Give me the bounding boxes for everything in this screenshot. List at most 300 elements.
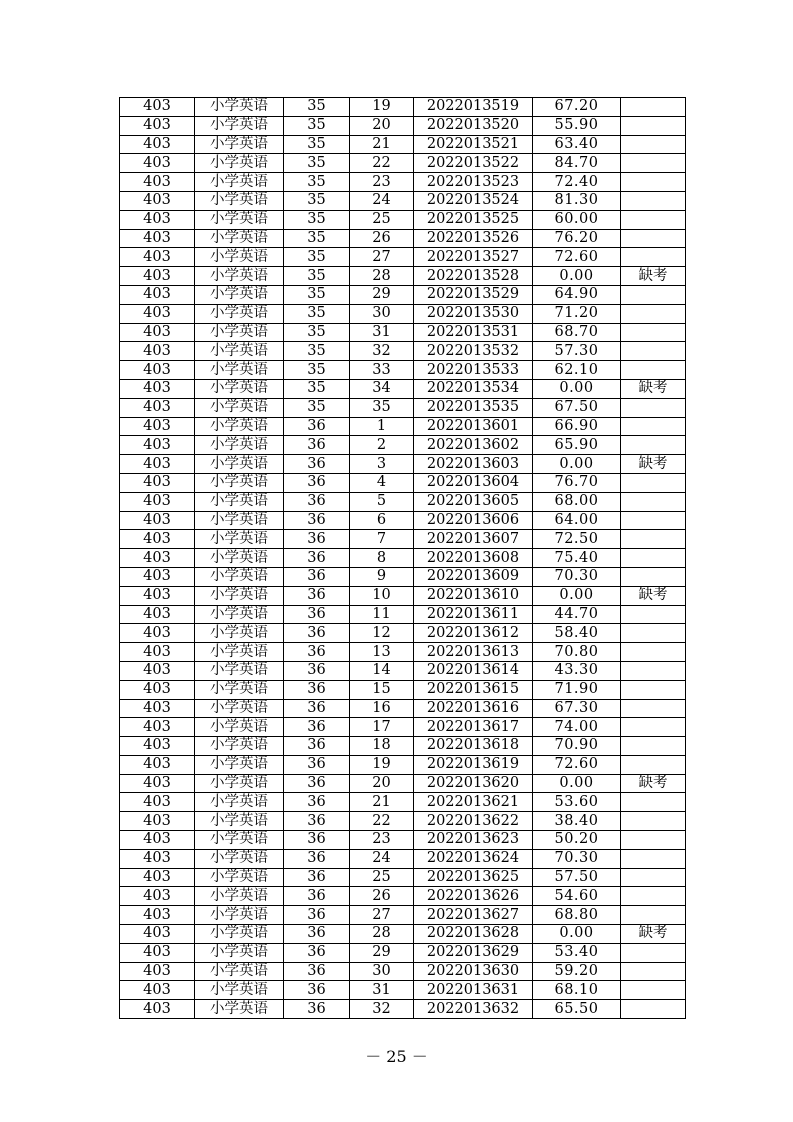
cell-exam-id: 2022013520 [414, 116, 533, 135]
cell-remark [621, 285, 686, 304]
cell-subject: 小学英语 [195, 962, 284, 981]
cell-subject: 小学英语 [195, 643, 284, 662]
cell-subject: 小学英语 [195, 981, 284, 1000]
cell-room: 36 [284, 755, 350, 774]
cell-exam-id: 2022013612 [414, 624, 533, 643]
cell-subject: 小学英语 [195, 267, 284, 286]
cell-group-code: 403 [120, 417, 195, 436]
cell-exam-id: 2022013615 [414, 680, 533, 699]
cell-remark [621, 473, 686, 492]
cell-group-code: 403 [120, 530, 195, 549]
cell-group-code: 403 [120, 718, 195, 737]
cell-remark: 缺考 [621, 379, 686, 398]
cell-seat: 20 [350, 774, 414, 793]
cell-score: 65.50 [533, 1000, 621, 1019]
cell-subject: 小学英语 [195, 661, 284, 680]
cell-subject: 小学英语 [195, 379, 284, 398]
cell-subject: 小学英语 [195, 605, 284, 624]
cell-score: 44.70 [533, 605, 621, 624]
table-row [120, 699, 686, 718]
cell-subject: 小学英语 [195, 680, 284, 699]
cell-exam-id: 2022013523 [414, 173, 533, 192]
cell-room: 36 [284, 925, 350, 944]
cell-room: 35 [284, 379, 350, 398]
cell-seat: 3 [350, 455, 414, 474]
cell-score: 64.00 [533, 511, 621, 530]
cell-room: 36 [284, 455, 350, 474]
cell-group-code: 403 [120, 379, 195, 398]
cell-subject: 小学英语 [195, 210, 284, 229]
cell-seat: 27 [350, 248, 414, 267]
cell-room: 36 [284, 737, 350, 756]
cell-score: 57.30 [533, 342, 621, 361]
cell-seat: 16 [350, 699, 414, 718]
cell-exam-id: 2022013622 [414, 812, 533, 831]
table-row [120, 793, 686, 812]
cell-score: 68.70 [533, 323, 621, 342]
cell-subject: 小学英语 [195, 812, 284, 831]
cell-subject: 小学英语 [195, 567, 284, 586]
table-row [120, 586, 686, 605]
cell-subject: 小学英语 [195, 699, 284, 718]
cell-room: 36 [284, 661, 350, 680]
cell-remark [621, 699, 686, 718]
cell-room: 35 [284, 229, 350, 248]
cell-exam-id: 2022013519 [414, 98, 533, 117]
cell-score: 71.20 [533, 304, 621, 323]
cell-exam-id: 2022013614 [414, 661, 533, 680]
cell-room: 36 [284, 530, 350, 549]
cell-subject: 小学英语 [195, 718, 284, 737]
cell-exam-id: 2022013630 [414, 962, 533, 981]
table-row [120, 981, 686, 1000]
cell-subject: 小学英语 [195, 417, 284, 436]
cell-score: 72.60 [533, 755, 621, 774]
cell-group-code: 403 [120, 511, 195, 530]
cell-subject: 小学英语 [195, 473, 284, 492]
cell-group-code: 403 [120, 1000, 195, 1019]
cell-subject: 小学英语 [195, 398, 284, 417]
cell-exam-id: 2022013606 [414, 511, 533, 530]
table-row [120, 210, 686, 229]
cell-room: 35 [284, 304, 350, 323]
cell-group-code: 403 [120, 643, 195, 662]
cell-seat: 11 [350, 605, 414, 624]
table-row [120, 361, 686, 380]
cell-exam-id: 2022013616 [414, 699, 533, 718]
cell-seat: 4 [350, 473, 414, 492]
cell-seat: 1 [350, 417, 414, 436]
cell-seat: 28 [350, 267, 414, 286]
cell-subject: 小学英语 [195, 98, 284, 117]
cell-score: 76.70 [533, 473, 621, 492]
cell-group-code: 403 [120, 304, 195, 323]
table-row [120, 436, 686, 455]
cell-score: 0.00 [533, 455, 621, 474]
cell-score: 68.10 [533, 981, 621, 1000]
table-row [120, 379, 686, 398]
cell-group-code: 403 [120, 868, 195, 887]
table-row [120, 943, 686, 962]
cell-exam-id: 2022013607 [414, 530, 533, 549]
cell-subject: 小学英语 [195, 323, 284, 342]
cell-score: 65.90 [533, 436, 621, 455]
cell-remark: 缺考 [621, 267, 686, 286]
cell-remark [621, 793, 686, 812]
cell-seat: 19 [350, 755, 414, 774]
cell-remark [621, 116, 686, 135]
table-row [120, 342, 686, 361]
cell-room: 36 [284, 849, 350, 868]
cell-seat: 25 [350, 210, 414, 229]
table-row [120, 398, 686, 417]
table-row [120, 323, 686, 342]
cell-score: 67.20 [533, 98, 621, 117]
cell-room: 36 [284, 643, 350, 662]
cell-room: 35 [284, 173, 350, 192]
table-row [120, 737, 686, 756]
cell-exam-id: 2022013628 [414, 925, 533, 944]
cell-exam-id: 2022013623 [414, 831, 533, 850]
cell-exam-id: 2022013610 [414, 586, 533, 605]
score-table-body [120, 98, 686, 1019]
cell-subject: 小学英语 [195, 154, 284, 173]
cell-remark [621, 191, 686, 210]
cell-exam-id: 2022013627 [414, 906, 533, 925]
table-row [120, 831, 686, 850]
cell-room: 36 [284, 549, 350, 568]
table-row [120, 248, 686, 267]
cell-subject: 小学英语 [195, 492, 284, 511]
table-row [120, 774, 686, 793]
cell-subject: 小学英语 [195, 361, 284, 380]
cell-remark [621, 323, 686, 342]
cell-group-code: 403 [120, 943, 195, 962]
table-row [120, 718, 686, 737]
cell-group-code: 403 [120, 248, 195, 267]
cell-score: 64.90 [533, 285, 621, 304]
cell-seat: 31 [350, 323, 414, 342]
cell-group-code: 403 [120, 737, 195, 756]
cell-group-code: 403 [120, 361, 195, 380]
table-row [120, 1000, 686, 1019]
cell-remark [621, 361, 686, 380]
cell-subject: 小学英语 [195, 530, 284, 549]
cell-seat: 35 [350, 398, 414, 417]
cell-group-code: 403 [120, 342, 195, 361]
cell-subject: 小学英语 [195, 549, 284, 568]
cell-seat: 5 [350, 492, 414, 511]
cell-remark [621, 737, 686, 756]
cell-group-code: 403 [120, 492, 195, 511]
cell-room: 36 [284, 868, 350, 887]
cell-subject: 小学英语 [195, 624, 284, 643]
cell-subject: 小学英语 [195, 173, 284, 192]
cell-room: 36 [284, 906, 350, 925]
cell-room: 35 [284, 154, 350, 173]
cell-subject: 小学英语 [195, 925, 284, 944]
cell-seat: 31 [350, 981, 414, 1000]
cell-group-code: 403 [120, 925, 195, 944]
cell-subject: 小学英语 [195, 586, 284, 605]
cell-subject: 小学英语 [195, 774, 284, 793]
cell-remark: 缺考 [621, 925, 686, 944]
cell-group-code: 403 [120, 699, 195, 718]
cell-exam-id: 2022013632 [414, 1000, 533, 1019]
cell-remark [621, 831, 686, 850]
cell-group-code: 403 [120, 680, 195, 699]
cell-subject: 小学英语 [195, 304, 284, 323]
cell-score: 84.70 [533, 154, 621, 173]
cell-remark [621, 661, 686, 680]
cell-exam-id: 2022013530 [414, 304, 533, 323]
cell-remark [621, 605, 686, 624]
cell-remark [621, 868, 686, 887]
cell-score: 70.80 [533, 643, 621, 662]
cell-room: 35 [284, 191, 350, 210]
cell-exam-id: 2022013526 [414, 229, 533, 248]
cell-room: 36 [284, 962, 350, 981]
cell-score: 68.80 [533, 906, 621, 925]
table-row [120, 98, 686, 117]
cell-remark [621, 304, 686, 323]
cell-exam-id: 2022013534 [414, 379, 533, 398]
cell-subject: 小学英语 [195, 831, 284, 850]
cell-room: 36 [284, 436, 350, 455]
cell-exam-id: 2022013626 [414, 887, 533, 906]
cell-seat: 29 [350, 285, 414, 304]
cell-room: 36 [284, 605, 350, 624]
cell-room: 36 [284, 624, 350, 643]
table-row [120, 868, 686, 887]
cell-room: 36 [284, 943, 350, 962]
cell-subject: 小学英语 [195, 943, 284, 962]
cell-room: 36 [284, 492, 350, 511]
cell-remark [621, 342, 686, 361]
cell-room: 35 [284, 285, 350, 304]
table-row [120, 962, 686, 981]
cell-room: 36 [284, 981, 350, 1000]
cell-group-code: 403 [120, 586, 195, 605]
cell-room: 36 [284, 680, 350, 699]
page-number: － 25 － [365, 1047, 428, 1066]
cell-score: 59.20 [533, 962, 621, 981]
cell-group-code: 403 [120, 135, 195, 154]
table-row [120, 643, 686, 662]
cell-score: 70.90 [533, 737, 621, 756]
cell-exam-id: 2022013613 [414, 643, 533, 662]
cell-remark [621, 511, 686, 530]
cell-remark [621, 962, 686, 981]
cell-room: 35 [284, 361, 350, 380]
cell-seat: 26 [350, 887, 414, 906]
cell-seat: 29 [350, 943, 414, 962]
cell-group-code: 403 [120, 455, 195, 474]
cell-score: 0.00 [533, 925, 621, 944]
table-row [120, 887, 686, 906]
cell-exam-id: 2022013620 [414, 774, 533, 793]
cell-score: 63.40 [533, 135, 621, 154]
cell-subject: 小学英语 [195, 229, 284, 248]
cell-remark [621, 1000, 686, 1019]
table-row [120, 755, 686, 774]
cell-exam-id: 2022013535 [414, 398, 533, 417]
cell-exam-id: 2022013624 [414, 849, 533, 868]
cell-room: 36 [284, 718, 350, 737]
cell-remark [621, 135, 686, 154]
cell-remark [621, 398, 686, 417]
cell-score: 43.30 [533, 661, 621, 680]
cell-exam-id: 2022013527 [414, 248, 533, 267]
cell-room: 35 [284, 398, 350, 417]
cell-remark: 缺考 [621, 774, 686, 793]
table-row [120, 135, 686, 154]
cell-exam-id: 2022013533 [414, 361, 533, 380]
table-row [120, 925, 686, 944]
cell-exam-id: 2022013528 [414, 267, 533, 286]
cell-remark [621, 549, 686, 568]
cell-exam-id: 2022013631 [414, 981, 533, 1000]
cell-score: 81.30 [533, 191, 621, 210]
cell-seat: 32 [350, 342, 414, 361]
table-row [120, 173, 686, 192]
cell-score: 70.30 [533, 567, 621, 586]
cell-seat: 32 [350, 1000, 414, 1019]
cell-remark [621, 624, 686, 643]
cell-seat: 15 [350, 680, 414, 699]
cell-group-code: 403 [120, 285, 195, 304]
cell-exam-id: 2022013618 [414, 737, 533, 756]
table-row [120, 624, 686, 643]
cell-group-code: 403 [120, 229, 195, 248]
cell-seat: 24 [350, 191, 414, 210]
cell-group-code: 403 [120, 624, 195, 643]
cell-room: 35 [284, 116, 350, 135]
cell-seat: 2 [350, 436, 414, 455]
cell-remark [621, 943, 686, 962]
cell-score: 67.50 [533, 398, 621, 417]
cell-group-code: 403 [120, 436, 195, 455]
cell-exam-id: 2022013601 [414, 417, 533, 436]
cell-seat: 26 [350, 229, 414, 248]
cell-room: 35 [284, 210, 350, 229]
cell-group-code: 403 [120, 774, 195, 793]
table-row [120, 191, 686, 210]
cell-exam-id: 2022013604 [414, 473, 533, 492]
cell-group-code: 403 [120, 154, 195, 173]
cell-score: 53.40 [533, 943, 621, 962]
cell-exam-id: 2022013621 [414, 793, 533, 812]
cell-room: 36 [284, 586, 350, 605]
cell-exam-id: 2022013629 [414, 943, 533, 962]
cell-score: 68.00 [533, 492, 621, 511]
cell-seat: 25 [350, 868, 414, 887]
cell-remark [621, 417, 686, 436]
cell-subject: 小学英语 [195, 887, 284, 906]
cell-group-code: 403 [120, 549, 195, 568]
cell-exam-id: 2022013603 [414, 455, 533, 474]
table-row [120, 154, 686, 173]
cell-room: 36 [284, 699, 350, 718]
cell-exam-id: 2022013609 [414, 567, 533, 586]
cell-score: 72.40 [533, 173, 621, 192]
cell-room: 35 [284, 248, 350, 267]
table-row [120, 530, 686, 549]
cell-room: 36 [284, 812, 350, 831]
cell-score: 0.00 [533, 379, 621, 398]
cell-group-code: 403 [120, 323, 195, 342]
cell-room: 35 [284, 267, 350, 286]
cell-remark [621, 530, 686, 549]
cell-seat: 22 [350, 154, 414, 173]
cell-score: 67.30 [533, 699, 621, 718]
cell-room: 36 [284, 887, 350, 906]
cell-room: 35 [284, 323, 350, 342]
cell-subject: 小学英语 [195, 248, 284, 267]
cell-score: 58.40 [533, 624, 621, 643]
cell-seat: 10 [350, 586, 414, 605]
cell-score: 71.90 [533, 680, 621, 699]
cell-remark [621, 718, 686, 737]
cell-exam-id: 2022013605 [414, 492, 533, 511]
cell-group-code: 403 [120, 981, 195, 1000]
cell-subject: 小学英语 [195, 285, 284, 304]
table-row [120, 511, 686, 530]
cell-remark [621, 680, 686, 699]
cell-room: 36 [284, 1000, 350, 1019]
cell-score: 53.60 [533, 793, 621, 812]
cell-score: 72.50 [533, 530, 621, 549]
cell-remark [621, 98, 686, 117]
cell-group-code: 403 [120, 98, 195, 117]
cell-subject: 小学英语 [195, 1000, 284, 1019]
cell-remark: 缺考 [621, 455, 686, 474]
cell-seat: 23 [350, 173, 414, 192]
cell-group-code: 403 [120, 267, 195, 286]
cell-score: 57.50 [533, 868, 621, 887]
cell-score: 55.90 [533, 116, 621, 135]
cell-group-code: 403 [120, 398, 195, 417]
cell-remark [621, 981, 686, 1000]
cell-subject: 小学英语 [195, 755, 284, 774]
cell-score: 50.20 [533, 831, 621, 850]
cell-room: 36 [284, 567, 350, 586]
table-row [120, 849, 686, 868]
cell-exam-id: 2022013522 [414, 154, 533, 173]
table-row [120, 267, 686, 286]
cell-exam-id: 2022013611 [414, 605, 533, 624]
cell-room: 36 [284, 417, 350, 436]
cell-remark [621, 229, 686, 248]
cell-remark [621, 436, 686, 455]
cell-subject: 小学英语 [195, 191, 284, 210]
cell-seat: 33 [350, 361, 414, 380]
table-row [120, 229, 686, 248]
cell-subject: 小学英语 [195, 906, 284, 925]
cell-subject: 小学英语 [195, 849, 284, 868]
cell-group-code: 403 [120, 755, 195, 774]
table-row [120, 680, 686, 699]
cell-seat: 7 [350, 530, 414, 549]
cell-subject: 小学英语 [195, 342, 284, 361]
cell-score: 54.60 [533, 887, 621, 906]
cell-group-code: 403 [120, 661, 195, 680]
cell-subject: 小学英语 [195, 511, 284, 530]
cell-score: 70.30 [533, 849, 621, 868]
cell-subject: 小学英语 [195, 737, 284, 756]
cell-room: 35 [284, 135, 350, 154]
cell-exam-id: 2022013521 [414, 135, 533, 154]
